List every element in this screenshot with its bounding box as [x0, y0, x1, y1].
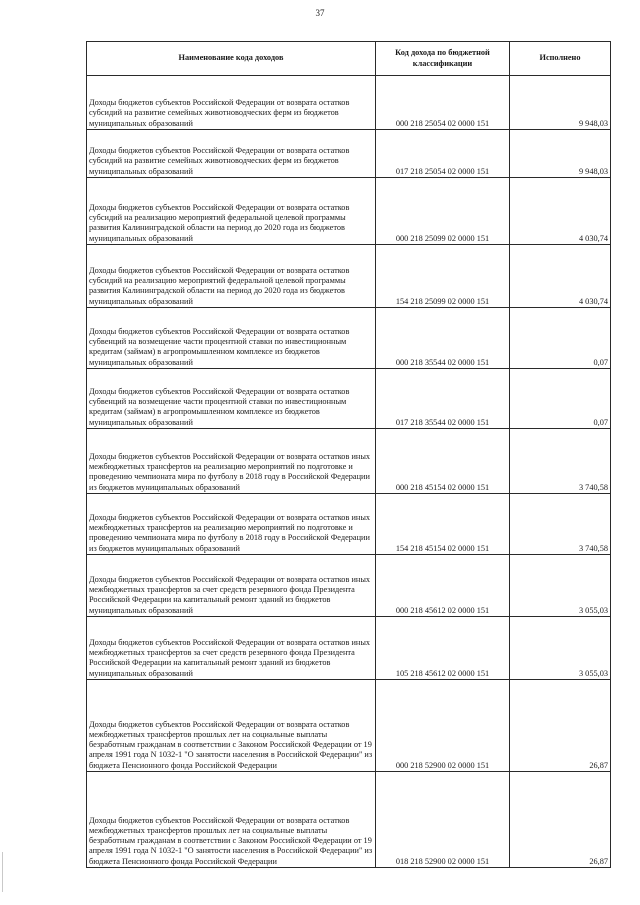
row-code: 000 218 45154 02 0000 151	[376, 429, 510, 494]
row-amount: 0,07	[510, 369, 611, 429]
row-amount: 26,87	[510, 772, 611, 868]
row-amount: 3 740,58	[510, 429, 611, 494]
row-amount: 9 948,03	[510, 130, 611, 178]
row-name: Доходы бюджетов субъектов Российской Федерации от возврата остатков межбюджетных трансфертов прошлых лет на социальные выплаты безработным гражданам в соответствии с Законом Российской Федерации от 19 апреля 1991 года N 1032-1 "О занятости населения в Российской Федерации" из бюджета Пенсионного фонда Российской Федерации	[87, 772, 376, 868]
row-name: Доходы бюджетов субъектов Российской Федерации от возврата остатков субсидий на развитие семейных животноводческих ферм из бюджетов муниципальных образований	[87, 76, 376, 130]
row-amount: 0,07	[510, 308, 611, 369]
header-name: Наименование кода доходов	[87, 42, 376, 76]
row-amount: 3 740,58	[510, 494, 611, 555]
header-code: Код дохода по бюджетной классификации	[376, 42, 510, 76]
table-row	[87, 680, 611, 772]
row-name: Доходы бюджетов субъектов Российской Федерации от возврата остатков субсидий на реализацию мероприятий федеральной целевой программы развития Калининградской области на период до 2020 года из бюджетов муниципальных образований	[87, 178, 376, 245]
table-row	[87, 245, 611, 308]
row-name: Доходы бюджетов субъектов Российской Федерации от возврата остатков иных межбюджетных трансфертов на реализацию мероприятий по подготовке и проведению чемпионата мира по футболу в 2018 году в Российской Федерации из бюджетов муниципальных образований	[87, 494, 376, 555]
table-row	[87, 494, 611, 555]
table-header-row	[87, 42, 611, 76]
row-name: Доходы бюджетов субъектов Российской Федерации от возврата остатков субвенций на возмещение части процентной ставки по инвестиционным кредитам (займам) в агропромышленном комплексе из бюджетов муниципальных образований	[87, 308, 376, 369]
row-name: Доходы бюджетов субъектов Российской Федерации от возврата остатков иных межбюджетных трансфертов за счет средств резервного фонда Президента Российской Федерации на капитальный ремонт зданий из бюджетов муниципальных образований	[87, 555, 376, 617]
table-row	[87, 429, 611, 494]
row-name: Доходы бюджетов субъектов Российской Федерации от возврата остатков межбюджетных трансфертов прошлых лет на социальные выплаты безработным гражданам в соответствии с Законом Российской Федерации от 19 апреля 1991 года N 1032-1 "О занятости населения в Российской Федерации" из бюджета Пенсионного фонда Российской Федерации	[87, 680, 376, 772]
row-code: 154 218 25099 02 0000 151	[376, 245, 510, 308]
table-row	[87, 130, 611, 178]
row-amount: 26,87	[510, 680, 611, 772]
table-row	[87, 76, 611, 130]
scan-edge-mark	[2, 852, 3, 892]
row-name: Доходы бюджетов субъектов Российской Федерации от возврата остатков субсидий на развитие семейных животноводческих ферм из бюджетов муниципальных образований	[87, 130, 376, 178]
row-code: 018 218 52900 02 0000 151	[376, 772, 510, 868]
row-code: 000 218 35544 02 0000 151	[376, 308, 510, 369]
table-row	[87, 772, 611, 868]
row-code: 017 218 35544 02 0000 151	[376, 369, 510, 429]
row-amount: 3 055,03	[510, 617, 611, 680]
row-amount: 4 030,74	[510, 178, 611, 245]
table-row	[87, 178, 611, 245]
row-code: 000 218 45612 02 0000 151	[376, 555, 510, 617]
row-amount: 4 030,74	[510, 245, 611, 308]
table-row	[87, 308, 611, 369]
row-code: 154 218 45154 02 0000 151	[376, 494, 510, 555]
revenue-table	[86, 41, 611, 868]
table-row	[87, 555, 611, 617]
table-row	[87, 617, 611, 680]
row-amount: 3 055,03	[510, 555, 611, 617]
row-code: 017 218 25054 02 0000 151	[376, 130, 510, 178]
row-name: Доходы бюджетов субъектов Российской Федерации от возврата остатков субвенций на возмещение части процентной ставки по инвестиционным кредитам (займам) в агропромышленном комплексе из бюджетов муниципальных образований	[87, 369, 376, 429]
row-code: 105 218 45612 02 0000 151	[376, 617, 510, 680]
header-amount: Исполнено	[510, 42, 611, 76]
row-name: Доходы бюджетов субъектов Российской Федерации от возврата остатков иных межбюджетных трансфертов за счет средств резервного фонда Президента Российской Федерации на капитальный ремонт зданий из бюджетов муниципальных образований	[87, 617, 376, 680]
row-name: Доходы бюджетов субъектов Российской Федерации от возврата остатков субсидий на реализацию мероприятий федеральной целевой программы развития Калининградской области на период до 2020 года из бюджетов муниципальных образований	[87, 245, 376, 308]
row-code: 000 218 52900 02 0000 151	[376, 680, 510, 772]
page-number: 37	[315, 8, 325, 18]
row-name: Доходы бюджетов субъектов Российской Федерации от возврата остатков иных межбюджетных трансфертов на реализацию мероприятий по подготовке и проведению чемпионата мира по футболу в 2018 году в Российской Федерации из бюджетов муниципальных образований	[87, 429, 376, 494]
row-code: 000 218 25099 02 0000 151	[376, 178, 510, 245]
table-row	[87, 369, 611, 429]
row-code: 000 218 25054 02 0000 151	[376, 76, 510, 130]
row-amount: 9 948,03	[510, 76, 611, 130]
